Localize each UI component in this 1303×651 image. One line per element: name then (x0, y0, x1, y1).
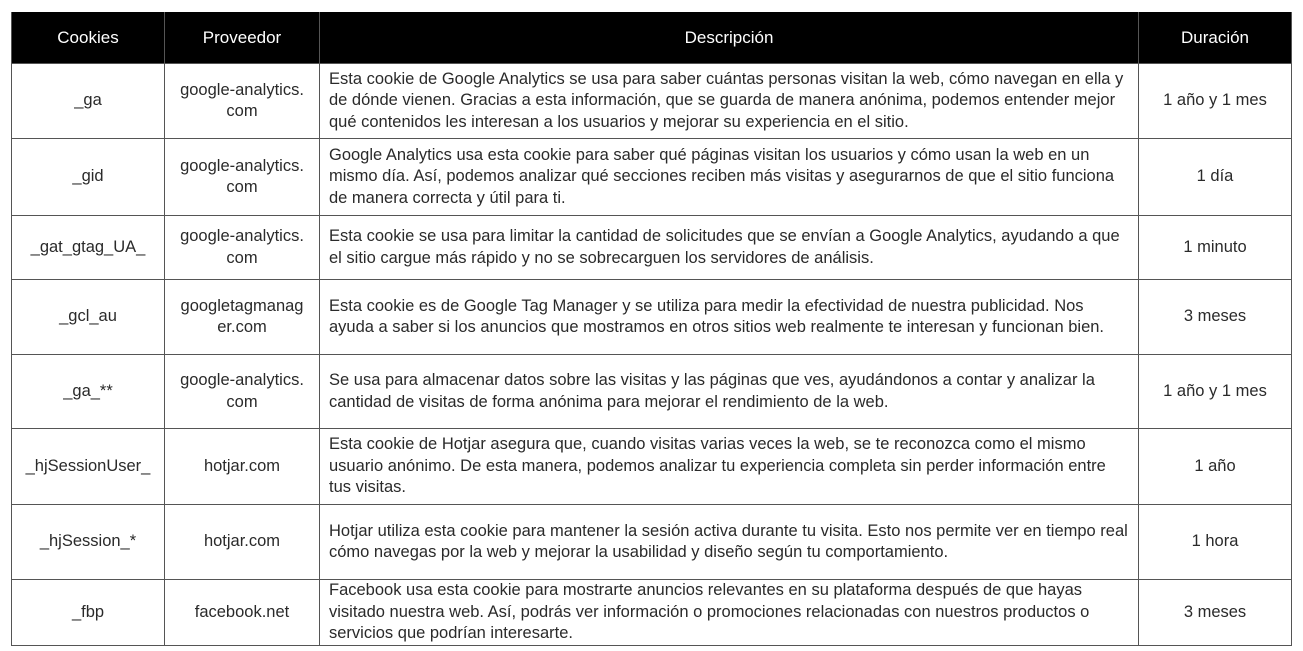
table-row (12, 355, 1292, 429)
description-cell: Hotjar utiliza esta cookie para mantener la sesión activa durante tu visita. Esto nos permite ver en tiempo real cómo navegas por la web y mejorar la usabilidad y diseño según tu comportamiento. (320, 505, 1139, 580)
cookie-name-cell: _ga_** (12, 355, 165, 429)
description-cell: Facebook usa esta cookie para mostrarte anuncios relevantes en su plataforma después de que hayas visitado nuestra web. Así, podrás ver información o promociones relacionadas con nuestros productos o servicios que podrían interesarte. (320, 580, 1139, 646)
table-row (12, 139, 1292, 216)
duration-cell: 3 meses (1139, 280, 1292, 355)
provider-cell: google-analytics.com (165, 216, 320, 280)
cookie-name-cell: _gcl_au (12, 280, 165, 355)
duration-cell: 1 año y 1 mes (1139, 355, 1292, 429)
header-duration: Duración (1139, 12, 1292, 64)
provider-cell: google-analytics.com (165, 64, 320, 139)
provider-cell: hotjar.com (165, 429, 320, 505)
duration-cell: 3 meses (1139, 580, 1292, 646)
table-row (12, 580, 1292, 646)
cookie-name-cell: _gid (12, 139, 165, 216)
table-row (12, 64, 1292, 139)
table-row (12, 429, 1292, 505)
duration-cell: 1 año (1139, 429, 1292, 505)
provider-cell: google-analytics.com (165, 139, 320, 216)
provider-cell: google-analytics.com (165, 355, 320, 429)
cookies-table (11, 12, 1292, 646)
header-row (12, 12, 1292, 64)
provider-cell: googletagmanager.com (165, 280, 320, 355)
description-cell: Esta cookie se usa para limitar la cantidad de solicitudes que se envían a Google Analytics, ayudando a que el sitio cargue más rápido y no se sobrecarguen los servidores de análisis. (320, 216, 1139, 280)
description-cell: Esta cookie de Google Analytics se usa para saber cuántas personas visitan la web, cómo navegan en ella y de dónde vienen. Gracias a esta información, que se guarda de manera anónima, podemos entender mejor qué contenidos les interesan a los usuarios y mejorar su experiencia en el sitio. (320, 64, 1139, 139)
table-row (12, 216, 1292, 280)
header-cookies: Cookies (12, 12, 165, 64)
table-row (12, 505, 1292, 580)
description-cell: Esta cookie de Hotjar asegura que, cuando visitas varias veces la web, se te reconozca como el mismo usuario anónimo. De esta manera, podemos analizar tu experiencia completa sin perder información entre tus visitas. (320, 429, 1139, 505)
provider-cell: facebook.net (165, 580, 320, 646)
description-cell: Esta cookie es de Google Tag Manager y se utiliza para medir la efectividad de nuestra publicidad. Nos ayuda a saber si los anuncios que mostramos en otros sitios web realmente te interesan y funcionan bien. (320, 280, 1139, 355)
header-provider: Proveedor (165, 12, 320, 64)
duration-cell: 1 año y 1 mes (1139, 64, 1292, 139)
description-cell: Se usa para almacenar datos sobre las visitas y las páginas que ves, ayudándonos a contar y analizar la cantidad de visitas de forma anónima para mejorar el rendimiento de la web. (320, 355, 1139, 429)
duration-cell: 1 hora (1139, 505, 1292, 580)
provider-cell: hotjar.com (165, 505, 320, 580)
cookie-name-cell: _ga (12, 64, 165, 139)
cookie-name-cell: _fbp (12, 580, 165, 646)
description-cell: Google Analytics usa esta cookie para saber qué páginas visitan los usuarios y cómo usan la web en un mismo día. Así, podemos analizar qué secciones reciben más visitas y asegurarnos de que el sitio funciona de manera correcta y útil para ti. (320, 139, 1139, 216)
header-description: Descripción (320, 12, 1139, 64)
table-body (12, 64, 1292, 646)
duration-cell: 1 minuto (1139, 216, 1292, 280)
table-header (12, 12, 1292, 64)
duration-cell: 1 día (1139, 139, 1292, 216)
cookie-name-cell: _hjSession_* (12, 505, 165, 580)
cookies-table-container (11, 12, 1291, 646)
cookie-name-cell: _gat_gtag_UA_ (12, 216, 165, 280)
table-row (12, 280, 1292, 355)
cookie-name-cell: _hjSessionUser_ (12, 429, 165, 505)
